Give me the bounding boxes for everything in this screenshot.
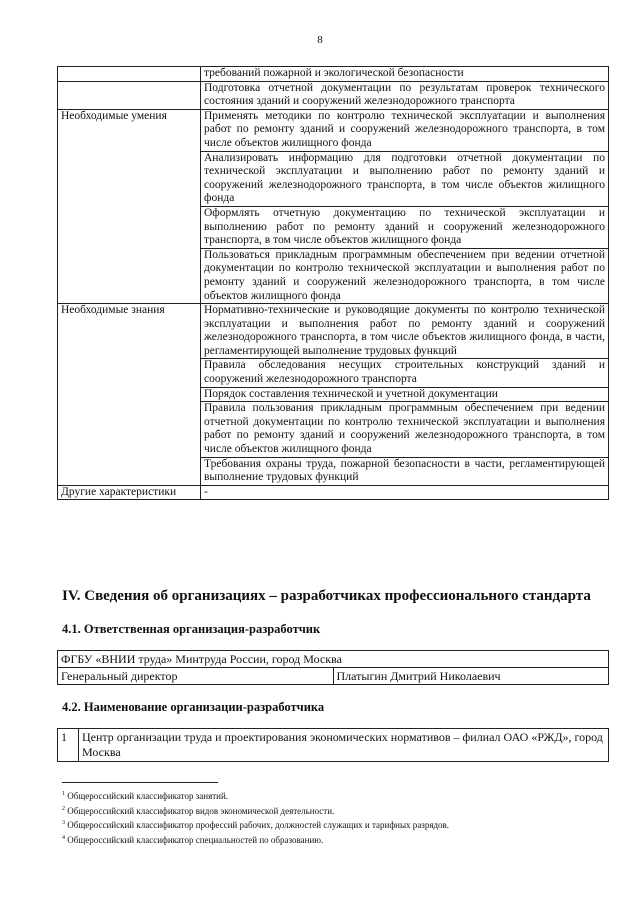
knowledge-item: Нормативно-технические и руководящие документы по контролю технической эксплуатации и выполнения работ по ремонту зданий и сооружений железнодорожного транспорта, в том числе объектов жилищного фонда, в части, регламентирующей выполнение трудовых функций — [201, 304, 609, 359]
knowledge-item: Требования охраны труда, пожарной безопасности в части, регламентирующей выполнение трудовых функций — [201, 457, 609, 485]
skills-label: Необходимые умения — [58, 109, 201, 303]
developer-number: 1 — [58, 729, 79, 762]
table-row — [58, 81, 609, 109]
responsible-org-table — [57, 650, 609, 685]
content-cell: требований пожарной и экологической безопасности — [201, 67, 609, 82]
table-row — [58, 651, 609, 668]
footnote — [62, 803, 449, 818]
footnote-mark: 1 — [62, 791, 65, 797]
footnote — [62, 817, 449, 832]
content-cell: Подготовка отчетной документации по результатам проверок технического состояния зданий и сооружений железнодорожного транспорта — [201, 81, 609, 109]
footnote-mark: 2 — [62, 805, 65, 812]
table-row — [58, 485, 609, 500]
knowledge-item: Правила обследования несущих строительных конструкций зданий и сооружений железнодорожного транспорта — [201, 359, 609, 387]
subsection-responsible-org: 4.1. Ответственная организация-разработчик — [62, 622, 321, 636]
labor-functions-table — [57, 66, 609, 500]
knowledge-label: Необходимые знания — [58, 304, 201, 486]
footnote-text: Общероссийский классификатор видов экономической деятельности. — [67, 805, 335, 816]
knowledge-item: Правила пользования прикладным программным обеспечением при ведении отчетной документации по контролю технической эксплуатации и выполнения работ по ремонту зданий и сооружений железнодорожного транспорта, в том числе объектов жилищного фонда — [201, 402, 609, 457]
footnote — [62, 788, 449, 803]
table-row — [58, 668, 609, 685]
label-cell-empty — [58, 67, 201, 82]
footnotes — [62, 788, 449, 846]
skill-item: Применять методики по контролю технической эксплуатации и выполнения работ по ремонту зданий и сооружений железнодорожного транспорта, в том числе объектов жилищного фонда — [201, 109, 609, 151]
footnote-text: Общероссийский классификатор профессий рабочих, должностей служащих и тарифных разрядов. — [67, 820, 450, 830]
table-row — [58, 67, 609, 82]
page-number: 8 — [317, 34, 323, 46]
other-characteristics-value: - — [201, 485, 609, 500]
footnote-mark: 4 — [62, 834, 65, 841]
footnote — [62, 832, 449, 847]
knowledge-item: Порядок составления технической и учетной документации — [201, 387, 609, 402]
skill-item: Оформлять отчетную документацию по технической эксплуатации и выполнению работ по ремонту зданий и сооружений железнодорожного транспорта, в том числе объектов жилищного фонда — [201, 206, 609, 248]
skill-item: Анализировать информацию для подготовки отчетной документации по технической эксплуатации и выполнению работ по ремонту зданий и сооружений железнодорожного транспорта, в том числе объектов жилищного фонда — [201, 151, 609, 206]
table-row — [58, 304, 609, 359]
developer-name: Центр организации труда и проектирования экономических нормативов – филиал ОАО «РЖД», город Москва — [79, 729, 609, 762]
director-name: Платыгин Дмитрий Николаевич — [333, 668, 609, 685]
section-title: IV. Сведения об организациях – разработчиках профессионального стандарта — [62, 588, 591, 604]
footnote-text: Общероссийский классификатор занятий. — [67, 791, 229, 801]
footnote-divider — [62, 782, 218, 783]
label-cell-empty — [58, 81, 201, 109]
skill-item: Пользоваться прикладным программным обеспечением при ведении отчетной документации по контролю технической эксплуатации и выполнения работ по ремонту зданий и сооружений железнодорожного транспорта, в том числе объектов жилищного фонда — [201, 248, 609, 303]
director-position: Генеральный директор — [58, 668, 334, 685]
org-name: ФГБУ «ВНИИ труда» Минтруда России, город Москва — [58, 651, 609, 668]
subsection-developer-orgs: 4.2. Наименование организации-разработчика — [62, 700, 325, 714]
developer-orgs-table — [57, 728, 609, 762]
table-row — [58, 109, 609, 151]
table-row — [58, 729, 609, 762]
footnote-mark: 3 — [62, 820, 65, 826]
footnote-text: Общероссийский классификатор специальностей по образованию. — [67, 834, 324, 845]
other-characteristics-label: Другие характеристики — [58, 485, 201, 500]
